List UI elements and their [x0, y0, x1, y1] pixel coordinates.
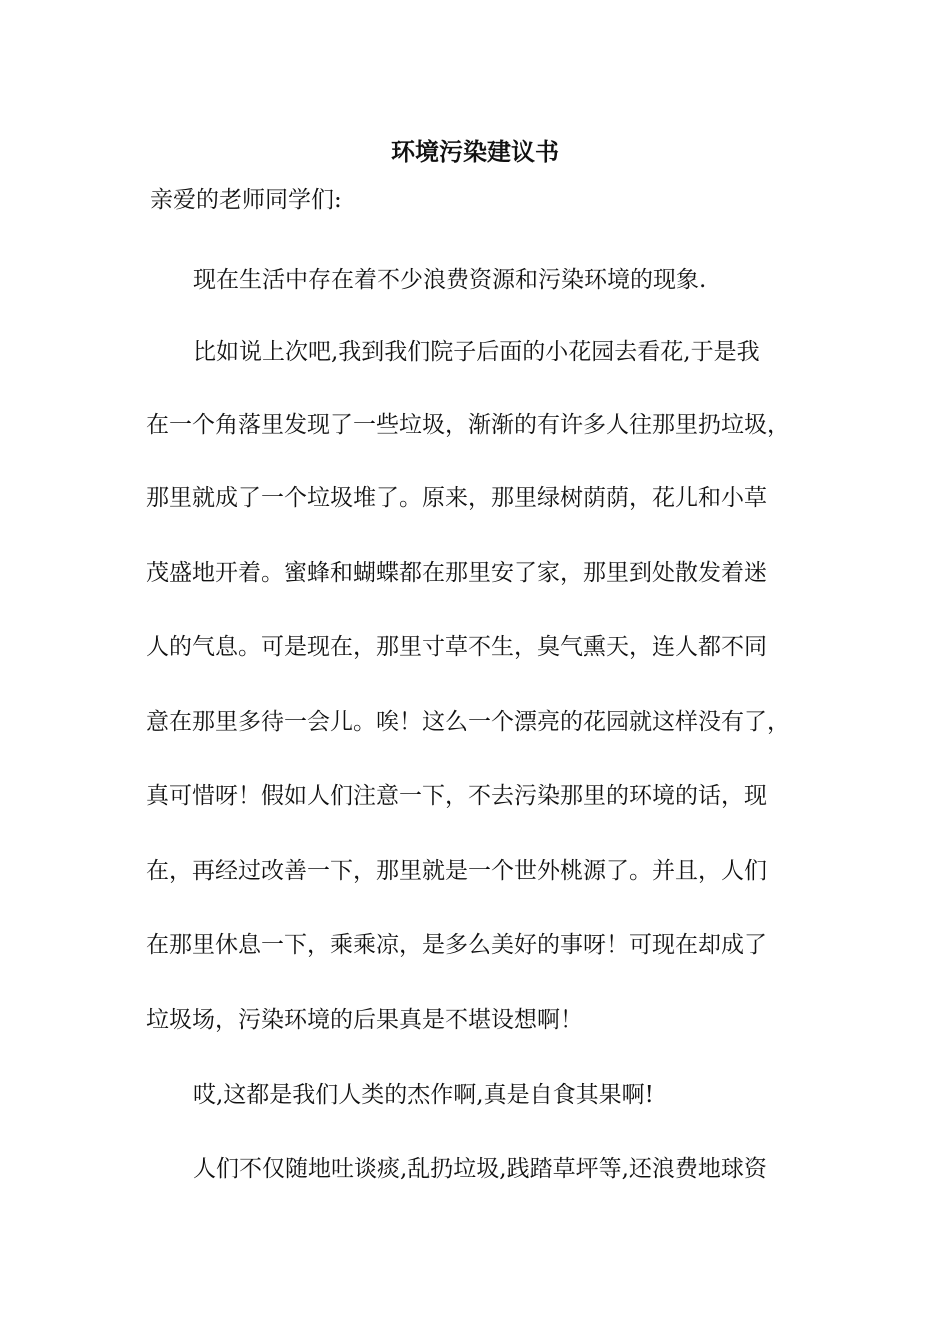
paragraph-line-9: 在，再经过改善一下，那里就是一个世外桃源了。并且，人们 [146, 858, 767, 884]
paragraph-line-10: 在那里休息一下，乘乘凉，是多么美好的事呀！可现在却成了 [146, 932, 767, 958]
paragraph-line-6: 人的气息。可是现在，那里寸草不生，臭气熏天，连人都不同 [146, 634, 767, 660]
paragraph-line-4: 那里就成了一个垃圾堆了。原来，那里绿树荫荫，花儿和小草 [146, 485, 767, 511]
document-title: 环境污染建议书 [391, 137, 559, 166]
paragraph-line-8: 真可惜呀！假如人们注意一下，不去污染那里的环境的话，现 [146, 783, 767, 809]
paragraph-line-3: 在一个角落里发现了一些垃圾，渐渐的有许多人往那里扔垃圾， [146, 412, 790, 438]
paragraph-line-11: 垃圾场，污染环境的后果真是不堪设想啊！ [146, 1007, 583, 1033]
paragraph-line-1: 现在生活中存在着不少浪费资源和污染环境的现象. [193, 267, 707, 293]
paragraph-line-7: 意在那里多待一会儿。唉！这么一个漂亮的花园就这样没有了， [146, 709, 790, 735]
paragraph-line-2: 比如说上次吧,我到我们院子后面的小花园去看花,于是我 [193, 339, 760, 365]
paragraph-line-5: 茂盛地开着。蜜蜂和蝴蝶都在那里安了家，那里到处散发着迷 [146, 560, 767, 586]
salutation: 亲爱的老师同学们: [150, 187, 342, 213]
paragraph-line-12: 哎,这都是我们人类的杰作啊,真是自食其果啊! [193, 1082, 654, 1108]
paragraph-line-13: 人们不仅随地吐谈痰,乱扔垃圾,践踏草坪等,还浪费地球资 [193, 1156, 767, 1182]
